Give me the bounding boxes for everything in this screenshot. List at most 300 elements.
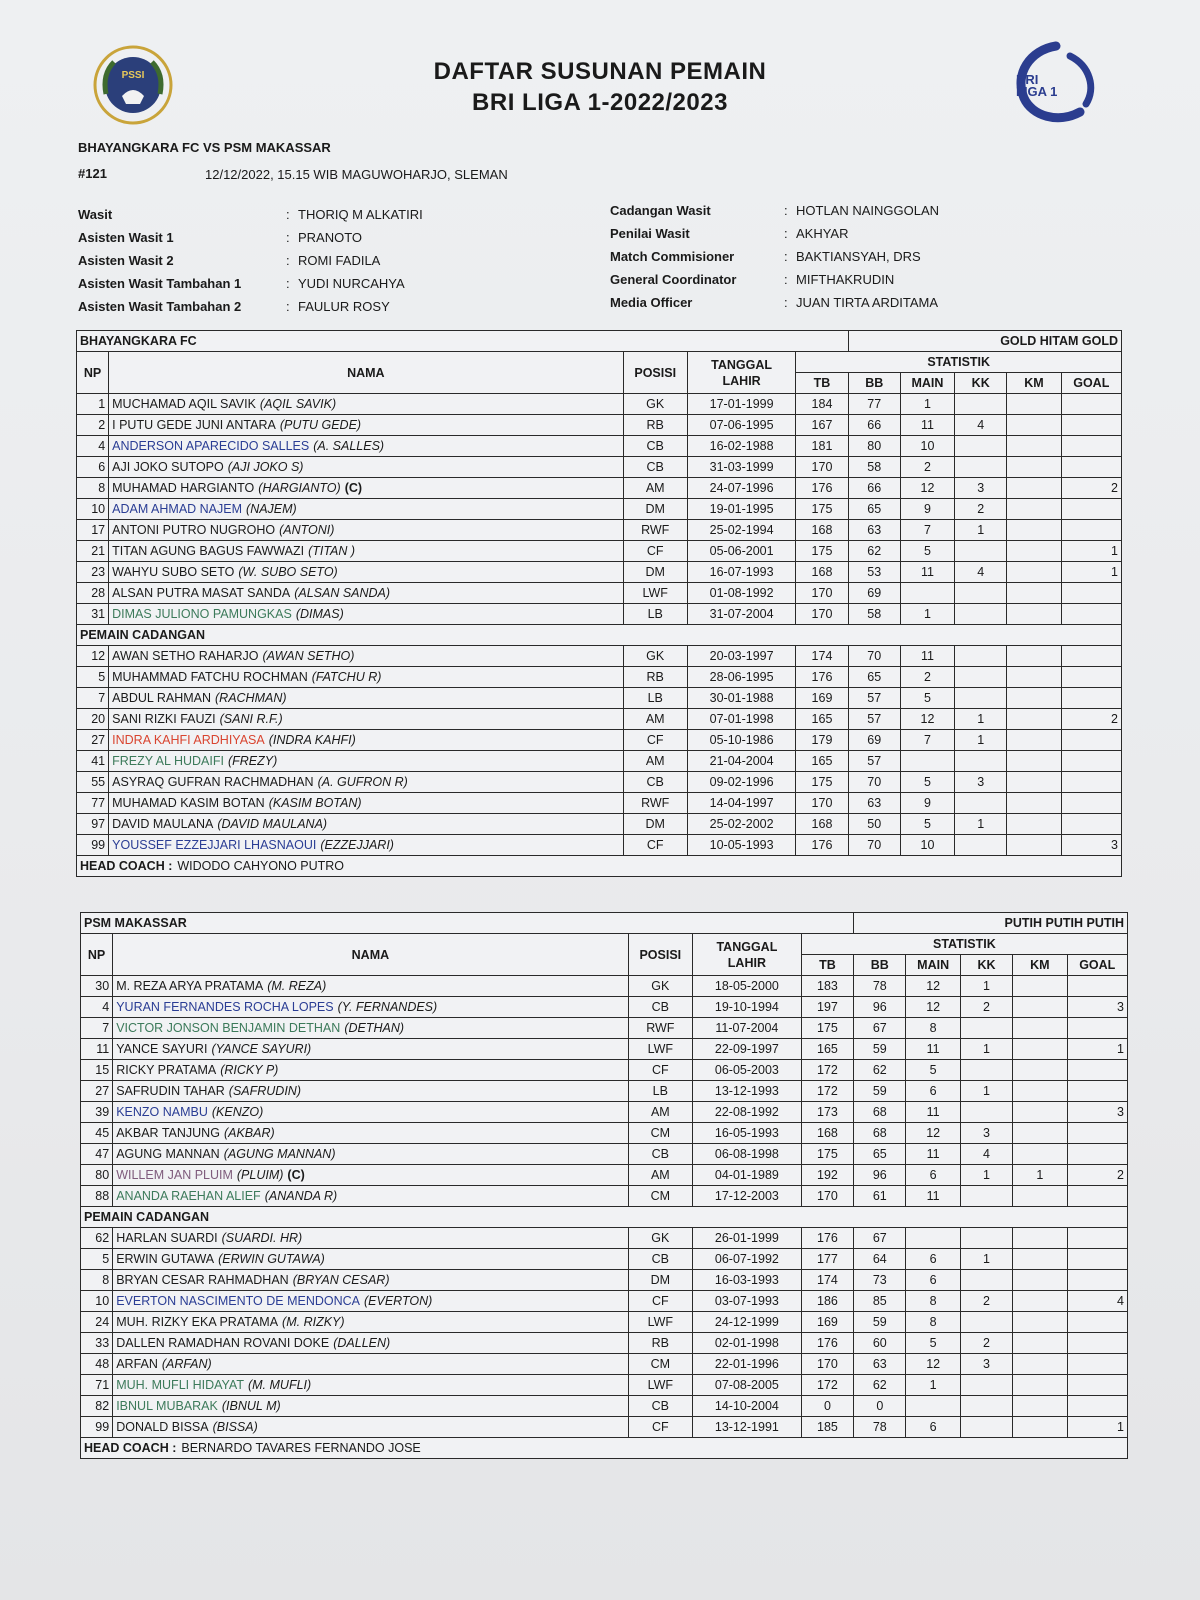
stat-goal bbox=[1061, 457, 1121, 478]
team-header-row bbox=[77, 331, 1122, 352]
player-name: MUHAMAD KASIM BOTAN bbox=[112, 796, 265, 810]
stat-km bbox=[1007, 772, 1061, 793]
player-name: AGUNG MANNAN bbox=[116, 1147, 220, 1161]
col-tanggal-lahir: TANGGAL LAHIR bbox=[693, 934, 802, 976]
stat-tb: 170 bbox=[796, 793, 848, 814]
player-position: CM bbox=[628, 1186, 692, 1207]
stat-km bbox=[1013, 1228, 1067, 1249]
stat-main: 8 bbox=[906, 1291, 960, 1312]
player-name: MUH. RIZKY EKA PRATAMA bbox=[116, 1315, 279, 1329]
player-position: LB bbox=[623, 604, 687, 625]
player-name: ABDUL RAHMAN bbox=[112, 691, 211, 705]
player-position: CB bbox=[628, 1249, 692, 1270]
stat-bb: 62 bbox=[854, 1060, 906, 1081]
player-name: SAFRUDIN TAHAR bbox=[116, 1084, 225, 1098]
stat-goal bbox=[1061, 604, 1121, 625]
stat-km bbox=[1013, 1249, 1067, 1270]
player-dob: 20-03-1997 bbox=[687, 646, 796, 667]
stat-bb: 68 bbox=[854, 1123, 906, 1144]
stat-goal: 2 bbox=[1067, 1165, 1127, 1186]
stat-km bbox=[1007, 562, 1061, 583]
stat-km bbox=[1013, 1354, 1067, 1375]
stat-kk bbox=[955, 583, 1007, 604]
stat-tb: 168 bbox=[796, 814, 848, 835]
column-header-row bbox=[77, 352, 1122, 373]
player-nickname: (AKBAR) bbox=[223, 1126, 275, 1140]
player-name: AKBAR TANJUNG bbox=[116, 1126, 220, 1140]
player-row bbox=[81, 1018, 1128, 1039]
stat-kk bbox=[955, 835, 1007, 856]
player-name: WAHYU SUBO SETO bbox=[112, 565, 235, 579]
player-name: ANDERSON APARECIDO SALLES bbox=[112, 439, 310, 453]
player-nickname: (FREZY) bbox=[227, 754, 278, 768]
player-name-cell bbox=[109, 667, 623, 688]
player-name-cell bbox=[109, 541, 623, 562]
stat-main: 9 bbox=[900, 793, 954, 814]
pssi-logo bbox=[92, 44, 174, 126]
player-number: 71 bbox=[81, 1375, 113, 1396]
stat-km bbox=[1013, 1060, 1067, 1081]
player-position: CB bbox=[623, 457, 687, 478]
official-value: PRANOTO bbox=[298, 230, 363, 245]
stat-goal bbox=[1061, 751, 1121, 772]
player-row bbox=[77, 415, 1122, 436]
stat-bb: 70 bbox=[848, 772, 900, 793]
player-number: 28 bbox=[77, 583, 109, 604]
roster-table-bhayangkara bbox=[76, 330, 1122, 877]
officials-left bbox=[78, 203, 423, 318]
player-nickname: (BISSA) bbox=[212, 1420, 258, 1434]
official-row bbox=[610, 199, 939, 222]
official-value: FAULUR ROSY bbox=[298, 299, 390, 314]
player-row bbox=[77, 583, 1122, 604]
stat-km bbox=[1013, 1375, 1067, 1396]
stat-bb: 77 bbox=[848, 394, 900, 415]
stat-tb: 181 bbox=[796, 436, 848, 457]
player-dob: 25-02-2002 bbox=[687, 814, 796, 835]
stat-tb: 197 bbox=[801, 997, 853, 1018]
stat-goal bbox=[1067, 1060, 1127, 1081]
player-row bbox=[77, 730, 1122, 751]
player-name: MUCHAMAD AQIL SAVIK bbox=[112, 397, 256, 411]
player-nickname: (INDRA KAHFI) bbox=[268, 733, 356, 747]
player-dob: 05-10-1986 bbox=[687, 730, 796, 751]
player-row bbox=[81, 1123, 1128, 1144]
stat-tb: 175 bbox=[801, 1018, 853, 1039]
player-name: I PUTU GEDE JUNI ANTARA bbox=[112, 418, 276, 432]
stat-km bbox=[1013, 1144, 1067, 1165]
player-name-cell bbox=[113, 1291, 628, 1312]
stat-km bbox=[1007, 583, 1061, 604]
player-name-cell bbox=[113, 997, 628, 1018]
player-nickname: (BRYAN CESAR) bbox=[292, 1273, 390, 1287]
player-number: 80 bbox=[81, 1165, 113, 1186]
official-value: JUAN TIRTA ARDITAMA bbox=[796, 295, 939, 310]
col-kk: KK bbox=[955, 373, 1007, 394]
official-row bbox=[610, 245, 939, 268]
player-number: 7 bbox=[77, 688, 109, 709]
player-dob: 14-04-1997 bbox=[687, 793, 796, 814]
stat-main: 8 bbox=[906, 1312, 960, 1333]
stat-bb: 62 bbox=[848, 541, 900, 562]
player-row bbox=[81, 1291, 1128, 1312]
stat-km bbox=[1013, 1081, 1067, 1102]
player-position: GK bbox=[628, 976, 692, 997]
stat-main: 5 bbox=[900, 688, 954, 709]
player-position: GK bbox=[628, 1228, 692, 1249]
col-goal: GOAL bbox=[1067, 955, 1127, 976]
stat-main: 5 bbox=[900, 541, 954, 562]
player-name-cell bbox=[113, 1018, 628, 1039]
player-dob: 03-07-1993 bbox=[693, 1291, 802, 1312]
stat-main: 11 bbox=[900, 646, 954, 667]
player-name-cell bbox=[109, 457, 623, 478]
player-name: ARFAN bbox=[116, 1357, 158, 1371]
player-dob: 25-02-1994 bbox=[687, 520, 796, 541]
player-position: CF bbox=[623, 541, 687, 562]
stat-kk bbox=[955, 457, 1007, 478]
stat-km bbox=[1007, 436, 1061, 457]
stat-km bbox=[1007, 835, 1061, 856]
stat-goal bbox=[1061, 730, 1121, 751]
player-row bbox=[77, 751, 1122, 772]
stat-km bbox=[1007, 457, 1061, 478]
official-value: HOTLAN NAINGGOLAN bbox=[796, 203, 940, 218]
player-name-cell bbox=[113, 1165, 628, 1186]
stat-bb: 66 bbox=[848, 478, 900, 499]
player-name: DONALD BISSA bbox=[116, 1420, 209, 1434]
stat-main: 5 bbox=[900, 772, 954, 793]
stat-goal: 1 bbox=[1061, 562, 1121, 583]
stat-kk: 3 bbox=[955, 772, 1007, 793]
stat-km bbox=[1013, 1270, 1067, 1291]
player-number: 7 bbox=[81, 1018, 113, 1039]
stat-kk: 1 bbox=[960, 1249, 1012, 1270]
player-number: 20 bbox=[77, 709, 109, 730]
player-name: YURAN FERNANDES ROCHA LOPES bbox=[116, 1000, 334, 1014]
official-label: Asisten Wasit 2 bbox=[78, 253, 174, 268]
player-nickname: (ARFAN) bbox=[161, 1357, 212, 1371]
player-name-cell bbox=[113, 976, 628, 997]
stat-bb: 80 bbox=[848, 436, 900, 457]
stat-tb: 170 bbox=[801, 1186, 853, 1207]
player-name-cell bbox=[109, 583, 623, 604]
player-dob: 18-05-2000 bbox=[693, 976, 802, 997]
player-name: MUHAMMAD FATCHU ROCHMAN bbox=[112, 670, 308, 684]
stat-tb: 192 bbox=[801, 1165, 853, 1186]
official-label: Asisten Wasit Tambahan 2 bbox=[78, 299, 242, 314]
kit-colors: PUTIH PUTIH PUTIH bbox=[854, 913, 1128, 934]
stat-bb: 69 bbox=[848, 730, 900, 751]
stat-goal bbox=[1061, 793, 1121, 814]
official-separator: : bbox=[784, 295, 788, 310]
player-position: DM bbox=[623, 499, 687, 520]
player-number: 5 bbox=[81, 1249, 113, 1270]
player-row bbox=[81, 1102, 1128, 1123]
player-number: 23 bbox=[77, 562, 109, 583]
official-value: BAKTIANSYAH, DRS bbox=[796, 249, 921, 264]
col-kk: KK bbox=[960, 955, 1012, 976]
stat-goal bbox=[1067, 976, 1127, 997]
player-position: RB bbox=[623, 415, 687, 436]
player-name: RICKY PRATAMA bbox=[116, 1063, 217, 1077]
player-row bbox=[81, 1060, 1128, 1081]
player-nickname: (A. SALLES) bbox=[313, 439, 385, 453]
captain-mark: (C) bbox=[287, 1168, 305, 1182]
stat-bb: 66 bbox=[848, 415, 900, 436]
player-nickname: (ERWIN GUTAWA) bbox=[218, 1252, 325, 1266]
player-dob: 19-10-1994 bbox=[693, 997, 802, 1018]
player-dob: 16-02-1988 bbox=[687, 436, 796, 457]
stat-km bbox=[1007, 688, 1061, 709]
player-row bbox=[77, 814, 1122, 835]
player-dob: 04-01-1989 bbox=[693, 1165, 802, 1186]
stat-kk: 4 bbox=[955, 562, 1007, 583]
col-nama: NAMA bbox=[109, 352, 623, 394]
stat-goal: 2 bbox=[1061, 709, 1121, 730]
player-name: KENZO NAMBU bbox=[116, 1105, 208, 1119]
stat-tb: 172 bbox=[801, 1060, 853, 1081]
player-dob: 07-08-2005 bbox=[693, 1375, 802, 1396]
player-name: ADAM AHMAD NAJEM bbox=[112, 502, 243, 516]
stat-tb: 165 bbox=[796, 709, 848, 730]
player-position: LWF bbox=[628, 1375, 692, 1396]
stat-goal bbox=[1067, 1186, 1127, 1207]
player-number: 2 bbox=[77, 415, 109, 436]
stat-goal: 3 bbox=[1067, 1102, 1127, 1123]
col-statistik: STATISTIK bbox=[796, 352, 1122, 373]
player-number: 17 bbox=[77, 520, 109, 541]
stat-main: 6 bbox=[906, 1270, 960, 1291]
player-name-cell bbox=[113, 1081, 628, 1102]
official-label: General Coordinator bbox=[610, 272, 737, 287]
stat-main: 7 bbox=[900, 730, 954, 751]
player-row bbox=[77, 457, 1122, 478]
stat-km bbox=[1013, 1123, 1067, 1144]
stat-bb: 64 bbox=[854, 1249, 906, 1270]
official-value: AKHYAR bbox=[796, 226, 849, 241]
player-name: MUHAMAD HARGIANTO bbox=[112, 481, 255, 495]
stat-goal bbox=[1067, 1018, 1127, 1039]
player-position: LB bbox=[623, 688, 687, 709]
stat-km bbox=[1007, 751, 1061, 772]
player-nickname: (Y. FERNANDES) bbox=[337, 1000, 438, 1014]
player-name: SANI RIZKI FAUZI bbox=[112, 712, 216, 726]
stat-bb: 70 bbox=[848, 835, 900, 856]
player-number: 5 bbox=[77, 667, 109, 688]
player-nickname: (RICKY P) bbox=[220, 1063, 279, 1077]
roster-table-psm bbox=[80, 912, 1128, 1459]
stat-main: 12 bbox=[906, 997, 960, 1018]
player-dob: 30-01-1988 bbox=[687, 688, 796, 709]
col-km: KM bbox=[1007, 373, 1061, 394]
player-nickname: (AWAN SETHO) bbox=[262, 649, 355, 663]
player-dob: 31-03-1999 bbox=[687, 457, 796, 478]
player-name: TITAN AGUNG BAGUS FAWWAZI bbox=[112, 544, 305, 558]
player-number: 11 bbox=[81, 1039, 113, 1060]
official-separator: : bbox=[286, 253, 290, 268]
stat-km bbox=[1013, 1102, 1067, 1123]
player-name-cell bbox=[113, 1375, 628, 1396]
match-datetime-venue: 12/12/2022, 15.15 WIB MAGUWOHARJO, SLEMAN bbox=[205, 167, 508, 182]
player-nickname: (SAFRUDIN) bbox=[228, 1084, 301, 1098]
player-nickname: (DAVID MAULANA) bbox=[217, 817, 328, 831]
stat-km bbox=[1007, 415, 1061, 436]
player-name-cell bbox=[113, 1354, 628, 1375]
player-row bbox=[77, 520, 1122, 541]
stat-km bbox=[1013, 1186, 1067, 1207]
stat-bb: 67 bbox=[854, 1228, 906, 1249]
player-nickname: (IBNUL M) bbox=[221, 1399, 281, 1413]
player-name-cell bbox=[113, 1270, 628, 1291]
player-dob: 07-01-1998 bbox=[687, 709, 796, 730]
stat-goal bbox=[1067, 1354, 1127, 1375]
stat-tb: 169 bbox=[801, 1312, 853, 1333]
stat-bb: 61 bbox=[854, 1186, 906, 1207]
player-name: HARLAN SUARDI bbox=[116, 1231, 218, 1245]
official-row bbox=[610, 222, 939, 245]
stat-goal bbox=[1067, 1228, 1127, 1249]
player-nickname: (FATCHU R) bbox=[311, 670, 382, 684]
player-nickname: (NAJEM) bbox=[246, 502, 297, 516]
player-name-cell bbox=[113, 1333, 628, 1354]
player-position: CF bbox=[623, 730, 687, 751]
stat-km bbox=[1007, 646, 1061, 667]
player-nickname: (M. RIZKY) bbox=[282, 1315, 345, 1329]
stat-km bbox=[1007, 667, 1061, 688]
player-number: 8 bbox=[81, 1270, 113, 1291]
substitutes-row bbox=[81, 1207, 1128, 1228]
stat-goal bbox=[1067, 1333, 1127, 1354]
stat-tb: 165 bbox=[801, 1039, 853, 1060]
stat-kk: 1 bbox=[960, 976, 1012, 997]
stat-main: 12 bbox=[900, 478, 954, 499]
stat-main: 6 bbox=[906, 1249, 960, 1270]
player-name-cell bbox=[109, 604, 623, 625]
player-row bbox=[81, 1354, 1128, 1375]
player-name-cell bbox=[113, 1060, 628, 1081]
stat-bb: 65 bbox=[854, 1144, 906, 1165]
player-number: 6 bbox=[77, 457, 109, 478]
player-number: 4 bbox=[81, 997, 113, 1018]
player-number: 27 bbox=[77, 730, 109, 751]
stat-bb: 59 bbox=[854, 1039, 906, 1060]
stat-goal: 1 bbox=[1067, 1417, 1127, 1438]
player-row bbox=[77, 604, 1122, 625]
player-number: 10 bbox=[77, 499, 109, 520]
stat-kk bbox=[955, 751, 1007, 772]
player-dob: 14-10-2004 bbox=[693, 1396, 802, 1417]
stat-bb: 85 bbox=[854, 1291, 906, 1312]
player-position: CF bbox=[623, 835, 687, 856]
player-name-cell bbox=[109, 793, 623, 814]
stat-tb: 185 bbox=[801, 1417, 853, 1438]
player-dob: 22-01-1996 bbox=[693, 1354, 802, 1375]
stat-kk bbox=[955, 646, 1007, 667]
player-name-cell bbox=[113, 1417, 628, 1438]
player-position: GK bbox=[623, 646, 687, 667]
head-coach-cell bbox=[81, 1438, 1128, 1459]
official-value: YUDI NURCAHYA bbox=[298, 276, 405, 291]
official-row bbox=[610, 291, 939, 314]
stat-km bbox=[1007, 520, 1061, 541]
stat-kk bbox=[955, 541, 1007, 562]
player-dob: 28-06-1995 bbox=[687, 667, 796, 688]
stat-goal bbox=[1067, 1144, 1127, 1165]
stat-main: 11 bbox=[900, 415, 954, 436]
stat-kk: 1 bbox=[960, 1081, 1012, 1102]
player-position: CB bbox=[623, 772, 687, 793]
stat-bb: 70 bbox=[848, 646, 900, 667]
player-name: MUH. MUFLI HIDAYAT bbox=[116, 1378, 244, 1392]
player-number: 45 bbox=[81, 1123, 113, 1144]
stat-tb: 170 bbox=[796, 457, 848, 478]
stat-main: 8 bbox=[906, 1018, 960, 1039]
stat-km bbox=[1007, 478, 1061, 499]
player-name: YOUSSEF EZZEJJARI LHASNAOUI bbox=[112, 838, 317, 852]
stat-tb: 176 bbox=[796, 835, 848, 856]
stat-km bbox=[1007, 709, 1061, 730]
stat-main: 12 bbox=[900, 709, 954, 730]
player-position: AM bbox=[623, 709, 687, 730]
player-name: ASYRAQ GUFRAN RACHMADHAN bbox=[112, 775, 314, 789]
player-name-cell bbox=[109, 562, 623, 583]
stat-goal bbox=[1061, 499, 1121, 520]
stat-kk bbox=[955, 604, 1007, 625]
stat-tb: 177 bbox=[801, 1249, 853, 1270]
substitutes-label: PEMAIN CADANGAN bbox=[81, 1207, 1128, 1228]
player-row bbox=[81, 976, 1128, 997]
player-nickname: (TITAN ) bbox=[308, 544, 356, 558]
stat-km bbox=[1007, 541, 1061, 562]
stat-goal bbox=[1061, 583, 1121, 604]
player-number: 48 bbox=[81, 1354, 113, 1375]
stat-main bbox=[906, 1396, 960, 1417]
player-dob: 01-08-1992 bbox=[687, 583, 796, 604]
official-separator: : bbox=[784, 249, 788, 264]
player-number: 15 bbox=[81, 1060, 113, 1081]
player-row bbox=[81, 1228, 1128, 1249]
player-row bbox=[81, 1249, 1128, 1270]
stat-main: 11 bbox=[900, 562, 954, 583]
player-name-cell bbox=[109, 730, 623, 751]
player-position: GK bbox=[623, 394, 687, 415]
player-name-cell bbox=[109, 436, 623, 457]
stat-km bbox=[1007, 394, 1061, 415]
player-position: CB bbox=[628, 1144, 692, 1165]
stat-km bbox=[1013, 1417, 1067, 1438]
player-nickname: (M. MUFLI) bbox=[247, 1378, 312, 1392]
player-name-cell bbox=[109, 478, 623, 499]
player-name-cell bbox=[109, 415, 623, 436]
player-nickname: (RACHMAN) bbox=[215, 691, 287, 705]
player-row bbox=[77, 436, 1122, 457]
stat-tb: 176 bbox=[796, 478, 848, 499]
player-dob: 10-05-1993 bbox=[687, 835, 796, 856]
stat-tb: 172 bbox=[801, 1081, 853, 1102]
stat-km bbox=[1013, 1291, 1067, 1312]
stat-kk bbox=[960, 1375, 1012, 1396]
player-name-cell bbox=[113, 1144, 628, 1165]
stat-km bbox=[1013, 1333, 1067, 1354]
col-tanggal-lahir: TANGGAL LAHIR bbox=[687, 352, 796, 394]
col-np: NP bbox=[81, 934, 113, 976]
stat-kk: 1 bbox=[955, 814, 1007, 835]
player-number: 33 bbox=[81, 1333, 113, 1354]
stat-bb: 59 bbox=[854, 1312, 906, 1333]
player-row bbox=[81, 1270, 1128, 1291]
player-row bbox=[81, 1165, 1128, 1186]
